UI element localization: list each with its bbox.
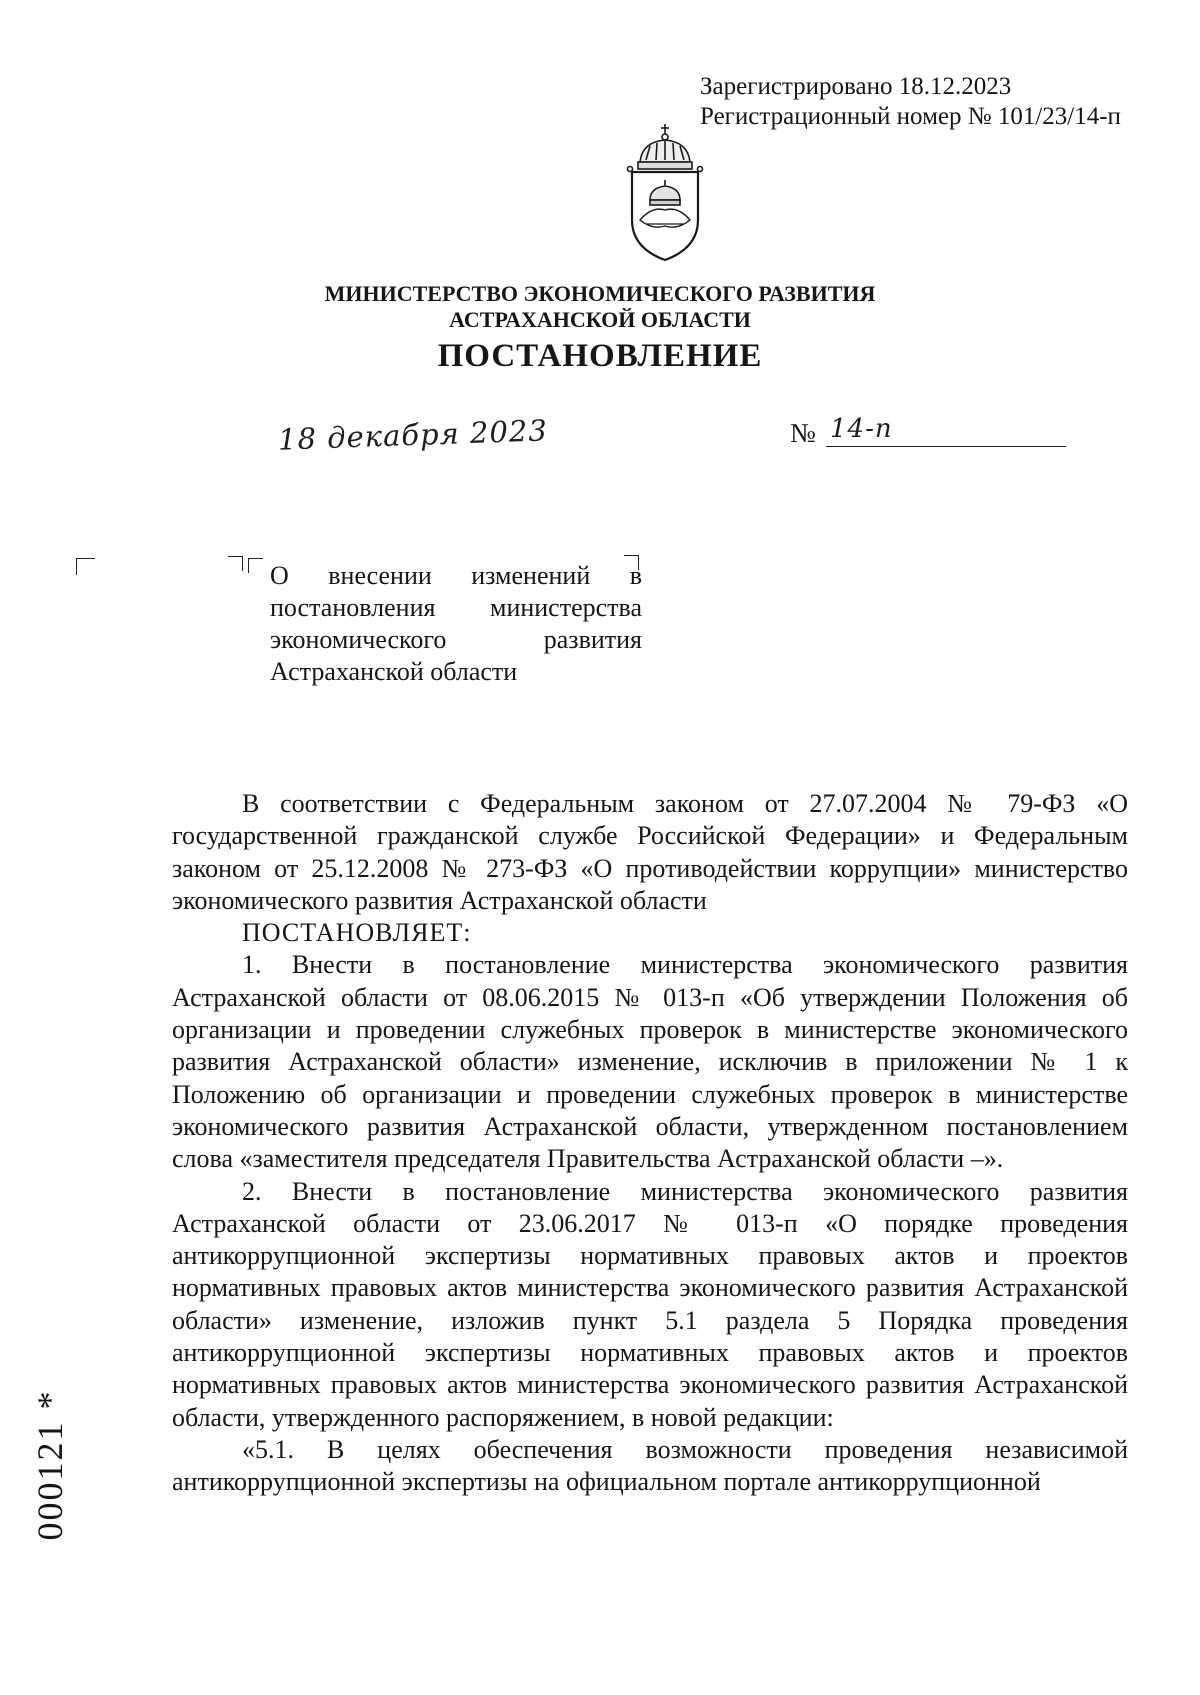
subject-line: О внесении изменений в — [270, 561, 642, 590]
item-2-paragraph: 2. Внести в постановление министерства экономического развития Астраханской области от 23.06.2017 № 013-п «О порядке проведения антикоррупционной экспертизы нормативных правовых актов и проектов нормативных правовых актов министерства экономического развития Астраханской области» изменение, изложив пункт 5.1 раздела 5 Порядка проведения антикоррупционной экспертизы нормативных правовых актов и проектов нормативных правовых актов министерства экономического развития Астраханской области, утвержденного распоряжением, в новой редакции: — [172, 1176, 1128, 1432]
number-label: № — [790, 418, 816, 448]
ministry-name-line1: МИНИСТЕРСТВО ЭКОНОМИЧЕСКОГО РАЗВИТИЯ — [324, 281, 876, 306]
subject-corner-mark-1 — [228, 556, 243, 571]
handwritten-number: 14-п — [830, 414, 893, 444]
subject-line: экономического развития — [270, 625, 642, 654]
left-corner-mark — [76, 558, 95, 575]
decree-word: ПОСТАНОВЛЯЕТ: — [242, 918, 472, 948]
item-1-paragraph: 1. Внести в постановление министерства экономического развития Астраханской области от 08.06.2015 № 013-п «Об утверждении Положения об организации и проведении служебных проверок в министерстве экономического развития Астраханской области» изменение, исключив в приложении № 1 к Положению об организации и проведении служебных проверок в министерстве экономического развития Астраханской области, утвержденном постановлением слова «заместителя председателя Правительства Астраханской области –». — [172, 950, 1128, 1174]
subject-line: Астраханской области — [270, 657, 518, 686]
registration-number: Регистрационный номер № 101/23/14-п — [700, 103, 1121, 130]
handwritten-date: 18 декабря 2023 — [277, 413, 549, 457]
item-2-quote-paragraph: «5.1. В целях обеспечения возможности проведения независимой антикоррупционной экспертизы на официальном портале антикоррупционной — [172, 1434, 1128, 1497]
preamble-paragraph: В соответствии с Федеральным законом от 27.07.2004 № 79-ФЗ «О государственной гражданской службе Российской Федерации» и Федеральным законом от 25.12.2008 № 273-ФЗ «О противодействии коррупции» министерство экономического развития Астраханской области — [172, 789, 1128, 915]
document-title: ПОСТАНОВЛЕНИЕ — [437, 338, 763, 374]
registration-date: Зарегистрировано 18.12.2023 — [700, 73, 1012, 100]
ministry-name-line2: АСТРАХАНСКОЙ ОБЛАСТИ — [449, 307, 751, 332]
subject-corner-mark-2 — [248, 558, 263, 573]
side-stamp-number — [20, 1380, 80, 1550]
number-underline — [826, 446, 1066, 447]
subject-line: постановления министерства — [270, 593, 642, 622]
coat-of-arms-icon — [626, 122, 704, 264]
side-stamp-text: 000121 * — [30, 1389, 70, 1541]
subject-block — [270, 560, 642, 688]
document-body — [172, 788, 1128, 1499]
